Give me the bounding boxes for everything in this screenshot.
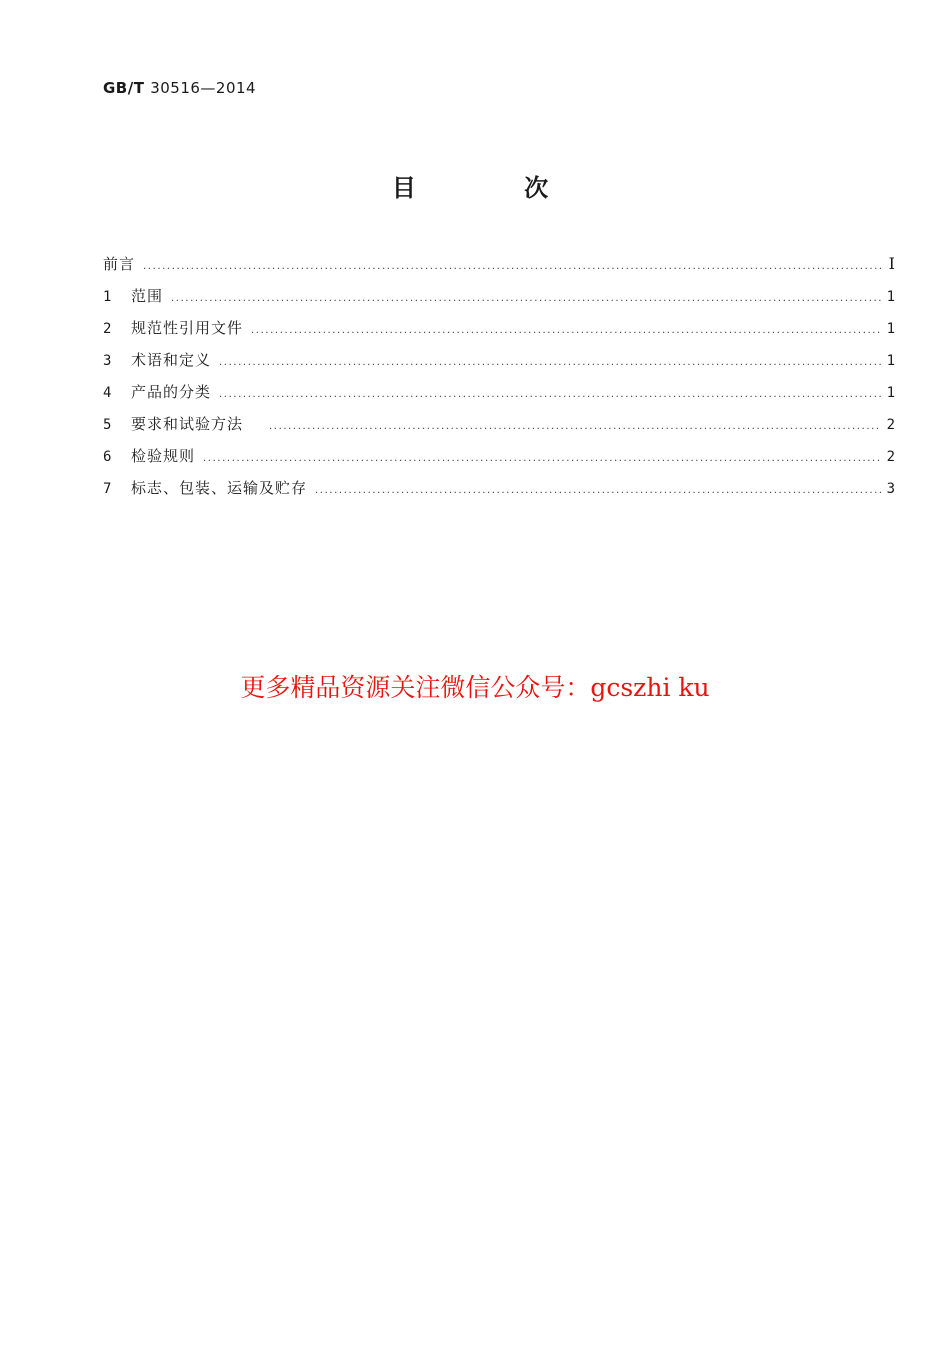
toc-entry-label: 范围 [131, 287, 164, 305]
toc-entry-scope[interactable] [103, 285, 895, 317]
toc-entry-page: 2 [886, 417, 895, 433]
toc-entry-page: 3 [886, 481, 895, 497]
toc-entry-requirements[interactable] [103, 413, 895, 445]
toc-entry-page: 2 [886, 449, 895, 465]
toc-entry-label: 标志、包装、运输及贮存 [131, 479, 308, 497]
toc-entry-label: 前言 [103, 255, 136, 273]
toc-entry-classification[interactable] [103, 381, 895, 413]
toc-entry-page: 1 [886, 321, 895, 337]
toc-entry-number: 2 [103, 321, 112, 337]
toc-entry-number: 7 [103, 481, 112, 497]
toc-entry-label: 要求和试验方法 [131, 415, 244, 433]
toc-entry-number: 3 [103, 353, 112, 369]
toc-entry-label: 检验规则 [131, 447, 196, 465]
toc-entry-number: 4 [103, 385, 112, 401]
standard-header [103, 79, 256, 97]
toc-entry-terms-definitions[interactable] [103, 349, 895, 381]
toc-leader-dots [203, 453, 881, 464]
toc-entry-normative-references[interactable] [103, 317, 895, 349]
toc-entry-label: 规范性引用文件 [131, 319, 244, 337]
toc-leader-dots [315, 485, 881, 496]
toc-entry-foreword[interactable] [103, 253, 895, 285]
toc-entry-label: 术语和定义 [131, 351, 212, 369]
toc-leader-dots [251, 325, 881, 336]
toc-entry-marking-packaging[interactable] [103, 477, 895, 509]
toc-leader-dots [171, 293, 881, 304]
toc-entry-page: Ⅰ [888, 254, 895, 273]
standard-prefix: GB/T [103, 79, 145, 97]
toc-leader-dots [143, 261, 883, 272]
toc-leader-dots [219, 357, 881, 368]
toc-entry-page: 1 [886, 289, 895, 305]
toc-entry-inspection-rules[interactable] [103, 445, 895, 477]
toc-entry-label: 产品的分类 [131, 383, 212, 401]
toc-title: 目 次 [391, 174, 599, 202]
toc-leader-dots [269, 421, 881, 432]
table-of-contents [103, 253, 895, 509]
toc-entry-page: 1 [886, 353, 895, 369]
toc-entry-number: 1 [103, 289, 112, 305]
toc-entry-number: 5 [103, 417, 112, 433]
toc-leader-dots [219, 389, 881, 400]
toc-entry-page: 1 [886, 385, 895, 401]
toc-entry-number: 6 [103, 449, 112, 465]
promo-text: 更多精品资源关注微信公众号：gcszhi ku [240, 673, 710, 702]
standard-number: 30516—2014 [150, 79, 257, 97]
